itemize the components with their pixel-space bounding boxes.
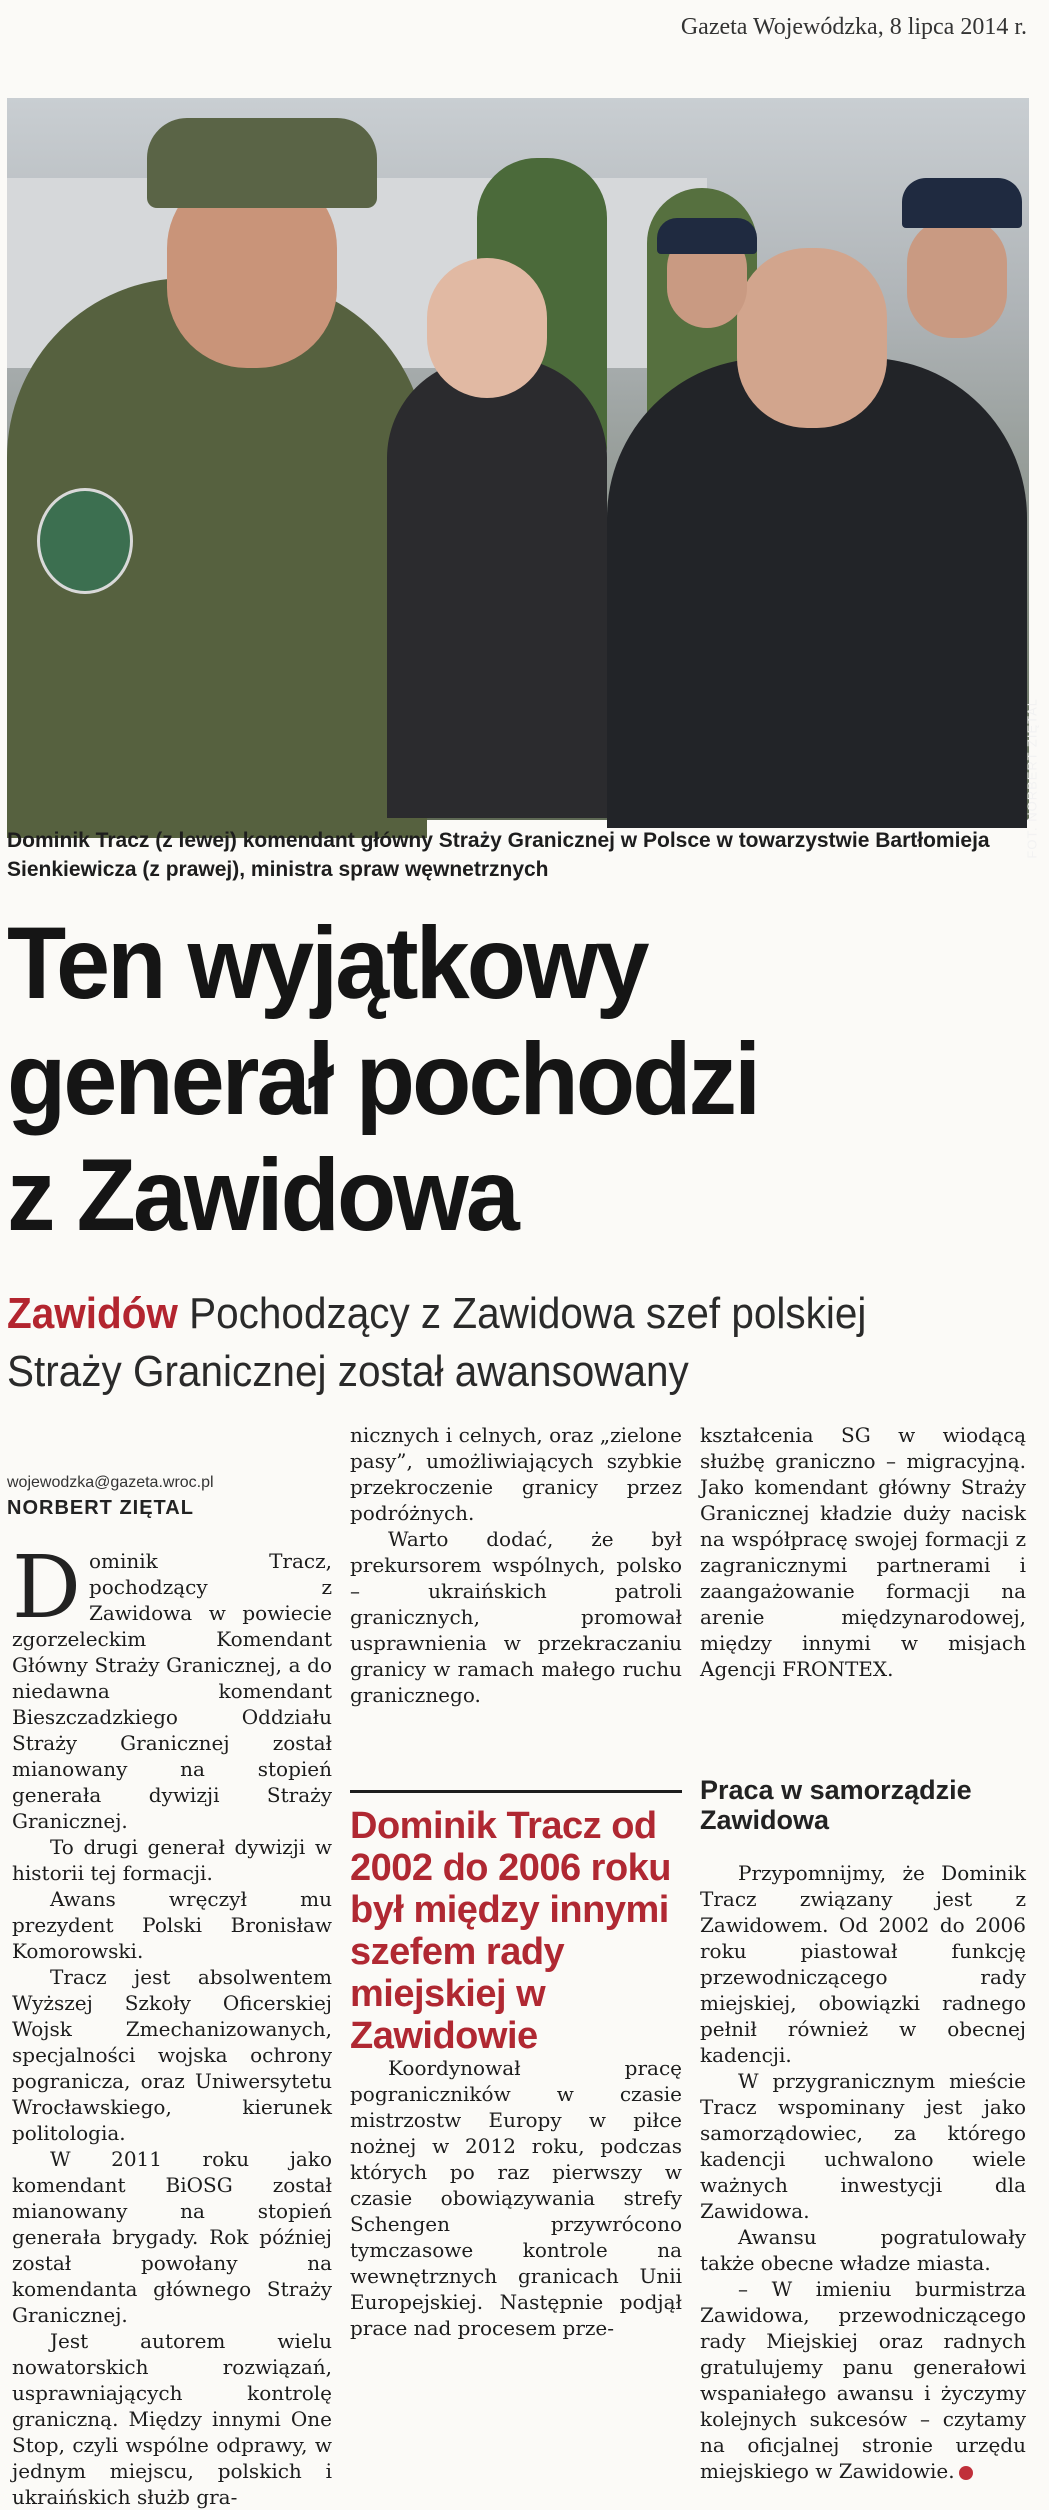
paragraph: W 2011 roku jako komendant BiOSG został mianowany na stopień generała brygady. Rok później został powołany na komendanta głównego Straży Granicznej. bbox=[12, 2147, 332, 2327]
paragraph-text: ominik Tracz, pochodzący z Zawidowa w powiecie zgorzeleckim Komendant Główny Straży Granicznej, a do niedawna komendant Bieszczadzkiego Oddziału Straży Granicznej został mianowany na stopień generała dywizji Straży Granicznej. bbox=[12, 1549, 332, 1833]
pull-quote: Dominik Tracz od 2002 do 2006 roku był między innymi szefem rady miejskiej w Zawidowie bbox=[350, 1790, 682, 2057]
lead-text: Pochodzący z Zawidowa szef polskiej Straży Granicznej został awansowany bbox=[7, 1289, 867, 1396]
guard-head bbox=[907, 218, 1007, 338]
paragraph: nicznych i celnych, oraz „zielone pasy”, umożliwiających szybkie przekroczenie granicy przez podróżnych. bbox=[350, 1423, 682, 1525]
publication-source: Gazeta Wojewódzka, 8 lipca 2014 r. bbox=[680, 14, 1027, 40]
photo-caption: Dominik Tracz (z lewej) komendant główny Straży Granicznej w Polsce w towarzystwie Bartłomieja Sienkiewicza (z prawej), ministra spraw węwnetrznych bbox=[7, 829, 990, 881]
headline-line: generał pochodzi bbox=[7, 1022, 759, 1136]
paragraph: Awansu pogratulowały także obecne władze miasta. bbox=[700, 2225, 1026, 2275]
paragraph: To drugi generał dywizji w historii tej formacji. bbox=[12, 1835, 332, 1885]
minister-head bbox=[737, 248, 887, 428]
column-3 bbox=[700, 1422, 1026, 1682]
paragraph: Przypomnijmy, że Dominik Tracz związany jest z Zawidowem. Od 2002 do 2006 roku piastował funkcję przewodniczącego rady miejskiej, obowiązki radnego pełnił również w obecnej kadencji. bbox=[700, 1861, 1026, 2067]
guard-cap bbox=[657, 218, 757, 254]
section-subhead: Praca w samorządzie Zawidowa bbox=[700, 1775, 972, 1835]
paragraph: Warto dodać, że był prekursorem wspólnych, polsko – ukraińskich patroli granicznych, promował usprawnienia w przekraczaniu granicy w ramach małego ruchu granicznego. bbox=[350, 1527, 682, 1707]
end-mark-icon bbox=[959, 2466, 973, 2480]
lead-place: Zawidów bbox=[7, 1289, 178, 1338]
paragraph bbox=[12, 1538, 332, 1834]
lead bbox=[7, 1285, 955, 1401]
shoulder-patch bbox=[37, 488, 133, 594]
column-2-continued bbox=[350, 2055, 682, 2341]
woman-figure bbox=[387, 358, 607, 818]
author-email: wojewodzka@gazeta.wroc.pl bbox=[7, 1474, 214, 1491]
headline-line: z Zawidowa bbox=[7, 1138, 517, 1252]
headline bbox=[7, 905, 986, 1253]
paragraph: kształcenia SG w wiodącą służbę graniczno – migracyjną. Jako komendant główny Straży Granicznej kładzie duży nacisk na współpracę swojej formacji z zagranicznymi partnerami i zaangażowanie formacji na arenie międzynarodowej, między innymi w misjach Agencji FRONTEX. bbox=[700, 1423, 1026, 1681]
column-3-continued bbox=[700, 1860, 1026, 2484]
headline-line: Ten wyjątkowy bbox=[7, 906, 647, 1020]
woman-head bbox=[427, 258, 547, 398]
officer-cap bbox=[147, 118, 377, 208]
author-name: NORBERT ZIĘTAL bbox=[7, 1497, 194, 1519]
column-1 bbox=[12, 1538, 332, 2510]
drop-cap: D bbox=[12, 1538, 81, 1638]
paragraph bbox=[700, 2276, 1026, 2484]
guard-cap bbox=[902, 178, 1022, 228]
photo-credit: FOT. NORBERT ZIĘTAL bbox=[1025, 698, 1040, 859]
paragraph: Awans wręczył mu prezydent Polski Bronisław Komorowski. bbox=[12, 1887, 332, 1963]
paragraph: W przygranicznym mieście Tracz wspominany jest jako samorządowiec, za którego kadencji uchwalono wiele ważnych inwestycji dla Zawidowa. bbox=[700, 2069, 1026, 2223]
paragraph: Tracz jest absolwentem Wyższej Szkoły Oficerskiej Wojsk Zmechanizowanych, specjalności wojska ochrony pogranicza, oraz Uniwersytetu Wrocławskiego, kierunek politologia. bbox=[12, 1965, 332, 2145]
paragraph: Jest autorem wielu nowatorskich rozwiązań, usprawniających kontrolę graniczną. Między innymi One Stop, czyli wspólne odprawy, w jednym miejscu, polskich i ukraińskich służb gra- bbox=[12, 2329, 332, 2509]
paragraph-text: – W imieniu burmistrza Zawidowa, przewodniczącego rady Miejskiej oraz radnych gratulujemy panu generałowi wspaniałego awansu i życzymy kolejnych sukcesów – czytamy na oficjalnej stronie urzędu miejskiego w Zawidowie. bbox=[700, 2277, 1026, 2483]
paragraph: Koordynował pracę pograniczników w czasie mistrzostw Europy w piłce nożnej w 2012 roku, podczas których po raz pierwszy w czasie obowiązywania strefy Schengen przywrócono tymczasowe kontrole na wewnętrznych granicach Unii Europejskiej. Następnie podjął prace nad procesem prze- bbox=[350, 2056, 682, 2340]
minister-figure bbox=[607, 358, 1027, 828]
column-2 bbox=[350, 1422, 682, 1708]
